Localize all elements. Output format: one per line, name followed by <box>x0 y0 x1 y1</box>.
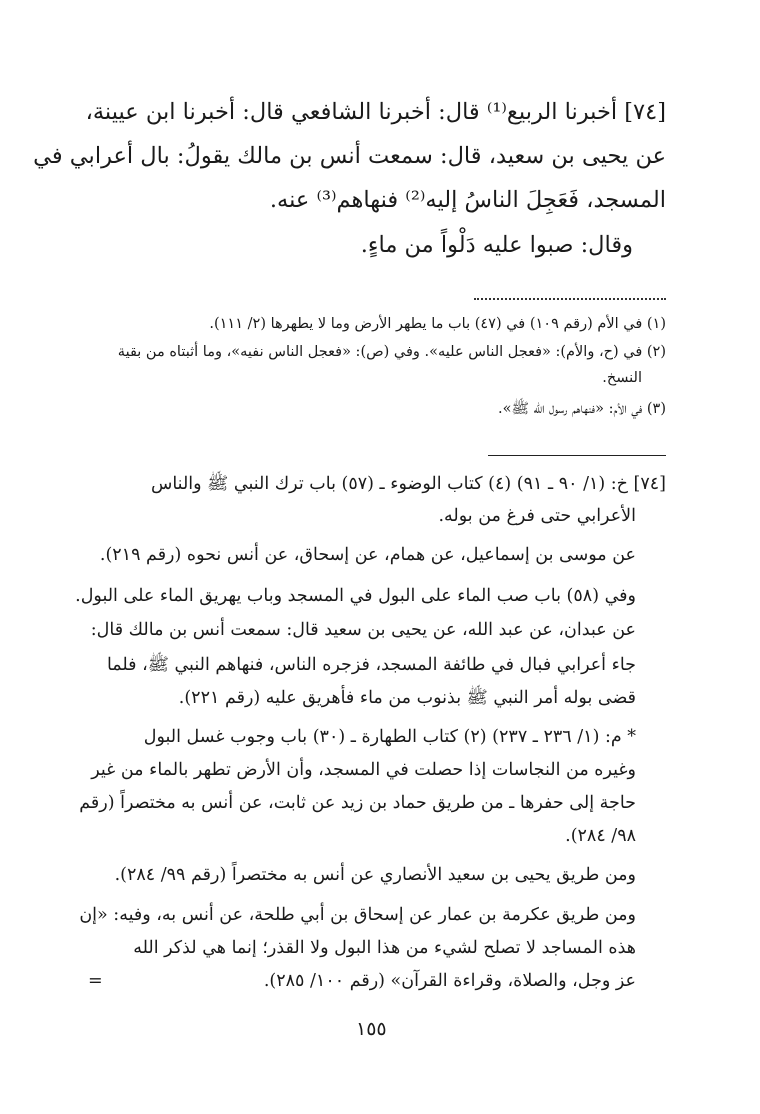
commentary-line: * م: (١/ ٢٣٦ ـ ٢٣٧) (٢) كتاب الطهارة ـ (٣٠) باب وجوب غسل البول <box>143 727 636 747</box>
footnote: (١) في الأم (رقم ١٠٩) في (٤٧) باب ما يطهر الأرض وما لا يطهرها (٢/ ١١١). <box>209 316 666 332</box>
commentary-separator <box>488 455 666 456</box>
commentary-line: هذه المساجد لا تصلح لشيء من هذا البول ولا القذر؛ إنما هي لذكر الله <box>133 938 636 958</box>
commentary-line: جاء أعرابي فبال في طائفة المسجد، فزجره الناس، فنهاهم النبي ﷺ، فلما <box>106 655 636 675</box>
page-number: ١٥٥ <box>356 1018 387 1040</box>
footnote-separator <box>474 298 666 300</box>
commentary-line: [٧٤] خ: (١/ ٩٠ ـ ٩١) (٤) كتاب الوضوء ـ (٥٧) باب ترك النبي ﷺ والناس <box>150 474 666 494</box>
commentary-line: عز وجل، والصلاة، وقراءة القرآن» (رقم ١٠٠/ ٢٨٥). <box>263 971 636 991</box>
commentary-line: ٩٨/ ٢٨٤). <box>565 826 636 846</box>
commentary-line: الأعرابي حتى فرغ من بوله. <box>438 506 636 526</box>
footnote: (٢) في (ح، والأم): «فعجل الناس عليه». وفي (ص): «فعجل الناس نفيه»، وما أثبتاه من بقية <box>117 344 666 360</box>
commentary-line: ومن طريق عكرمة بن عمار عن إسحاق بن أبي طلحة، عن أنس به، وفيه: «إن <box>79 905 636 925</box>
commentary-line: ومن طريق يحيى بن سعيد الأنصاري عن أنس به مختصراً (رقم ٩٩/ ٢٨٤). <box>114 865 636 885</box>
hadith-line: عن يحيى بن سعيد، قال: سمعت أنس بن مالك يقولُ: بال أعرابي في <box>33 143 666 169</box>
commentary-line: حاجة إلى حفرها ـ من طريق حماد بن زيد عن ثابت، عن أنس به مختصراً (رقم <box>79 793 636 813</box>
commentary-line: وفي (٥٨) باب صب الماء على البول في المسجد وباب يهريق الماء على البول. <box>75 586 636 606</box>
hadith-line: المسجد، فَعَجِلَ الناسُ إليه⁽²⁾ فنهاهم⁽³⁾ عنه. <box>269 187 666 213</box>
commentary-line: عن موسى بن إسماعيل، عن همام، عن إسحاق، عن أنس نحوه (رقم ٢١٩). <box>99 545 636 565</box>
commentary-line: عن عبدان، عن عبد الله، عن يحيى بن سعيد قال: سمعت أنس بن مالك قال: <box>90 620 636 640</box>
footnote-continuation: النسخ. <box>602 370 642 386</box>
commentary-line: قضى بوله أمر النبي ﷺ بذنوب من ماء فأهريق عليه (رقم ٢٢١). <box>178 688 636 708</box>
continuation-mark: = <box>88 971 103 991</box>
commentary-line: وغيره من النجاسات إذا حصلت في المسجد، وأن الأرض تطهر بالماء من غير <box>91 760 636 780</box>
hadith-line: وقال: صبوا عليه دَلْواً من ماءٍ. <box>360 232 633 258</box>
footnote: (٣) في الأم: «فنهاهم رسول الله ﷺ». <box>498 401 666 417</box>
hadith-line: [٧٤] أخبرنا الربيع⁽¹⁾ قال: أخبرنا الشافعي قال: أخبرنا ابن عيينة، <box>85 99 666 125</box>
